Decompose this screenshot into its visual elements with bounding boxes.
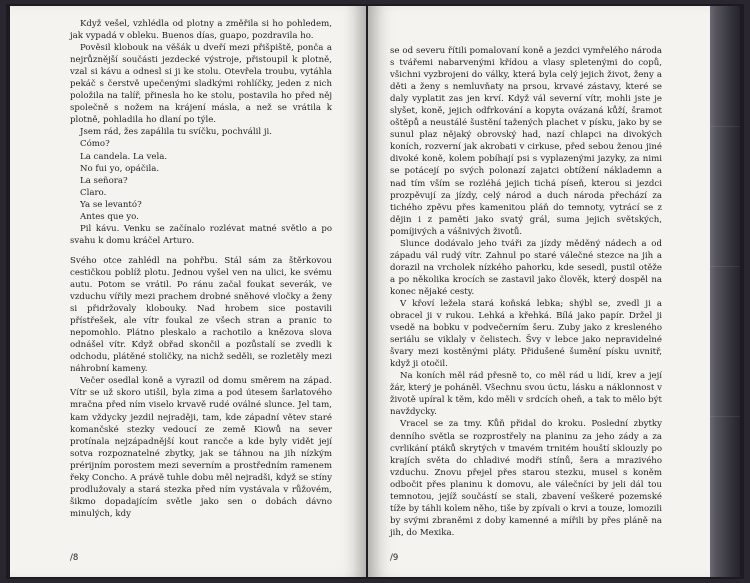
paragraph: Pověsil klobouk na věšák u dveří mezi přišpiště, ponča a nejrůznější součásti jezdecké výstroje, přistoupil k plotně, vzal si kávu a odnesl si ji ke stolu. Otevřela troubu, vytáhla pekáč s čerstvě upečenými sladkými rohlíčky, jeden z nich položila na talíř, přinesla ho ke stolu, postavila ho před něj společně s nožem na krájení másla, a než se vrátila k plotně, pohladila ho dlaní po týle. xyxy=(70,43,332,126)
dialogue-line: Jsem rád, žes zapálila tu svíčku, pochválil ji. xyxy=(80,127,273,138)
paragraph: Na koních měl rád přesně to, co měl rád u lidí, krev a její žár, který je poháněl. Všechnu svou úctu, lásku a náklonnost v životě upíral k těm, kdo měli v srdcích oheň, a tak to mělo být navždycky. xyxy=(390,371,662,418)
page-number: /9 xyxy=(390,553,399,563)
right-page-text xyxy=(390,45,662,539)
paragraph: Svého otce zahlédl na pohřbu. Stál sám za štěrkovou cestičkou poblíž plotu. Jednou vyšel ven na ulici, ke svému autu. Potom se vrátil. Po ránu začal foukat severák, ve vzduchu vířily mezi prachem drobné sněhové vločky a ženy si přidržovaly klobouky. Nad hrobem sice postavili přístřešek, ale vítr foukal ze všech stran a pranic to nepomohlo. Plátno pleskalo a rachotilo a knězova slova odnášel vítr. Když obřad skončil a pozůstalí se zvedli k odchodu, plátěné stoličky, na nichž seděli, se rozletěly mezi náhrobní kameny. xyxy=(70,255,332,375)
paragraph: V křoví ležela stará koňská lebka; shýbl se, zvedl ji a obracel ji v rukou. Lehká a křehká. Bílá jako papír. Držel ji vsedě na bobku v podvečerním šeru. Zuby jako z kresleného seriálu se viklaly v čelistech. Švy v lebce jako nepravidelné švary mezi kostěnými pláty. Přidušené šumění písku uvnitř, když ji otočil. xyxy=(390,298,662,370)
dialogue-line: No fui yo, opáčila. xyxy=(80,163,160,174)
dialogue-line: Claro. xyxy=(80,187,107,198)
right-page xyxy=(368,6,710,577)
paragraph: se od severu řítili pomalovaní koně a jezdci vymřelého národa s tvářemi nabarvenými křídou a vlasy spletenými do copů, všichni vyzbrojeni do války, která byla celý jejich život, ženy a děti a ženy s nemluvňaty na prsou, krvavé zástavy, které se daly vyplatit zas jen krví. Když vál severní vítr, mohli jste je slyšet, koně, jejich odfrkování a kopyta ovázaná kůží, šramot oštěpů a neustálé šustění tažených plachet v písku, jako by se sunul plaz nějaký obrovský had, nazí chlapci na divokých koních, rozverní jak akrobati v cirkuse, před sebou ženou jiné divoké koně, kolem pobíhají psi s vyplazenými jazyky, za nimi se potácejí po svých polonazí zajatci obtížení náklademn a nad tím vším se rozléhá jejich tichá píseň, kterou si jezdci prozpěvují za jízdy, celý národ a duch národa přechází za tichého zpěvu přes kamenitou pláň do temnoty, vytrácí se z dějin i z paměti jako svatý grál, suma jejich světských, pomíjivých a vášnivých životů. xyxy=(390,46,662,237)
dialogue-line: Ya se levantó? xyxy=(80,199,142,210)
dialogue-line: La candela. La vela. xyxy=(80,151,168,162)
paragraph: Slunce dodávalo jeho tváři za jízdy měděný nádech a od západu vál rudý vítr. Zahnul po staré válečné stezce na jih a dorazil na vrcholek nízkého pahorku, kde sesedl, pustil otěže a po několika krocích se zastavil jako člověk, který dospěl na konec nějaké cesty. xyxy=(390,238,662,297)
page-number: /8 xyxy=(70,553,79,563)
paragraph: Večer osedlal koně a vyrazil od domu směrem na západ. Vítr se už skoro utišil, byla zima a pod útesem šarlatového mračna před ním viselo krvavě rudé oválné slunce. Jel tam, kam vždycky jezdil nejraději, tam, kde západní větev staré komančské stezky vedoucí ze země Kiowů na sever protínala nejzápadnější kout rancče a kde byly vidět její sotva rozpoznatelné zbytky, jak se táhnou na jih nízkým prérijním porostem mezi severním a prostředním ramenem řeky Concho. A právě tuhle dobu měl nejradši, když se stíny prodlužovaly a stará stezka před ním vystávala v růžovém, šikmo dopadajícím světle jako sen o dobách dávno minulých, kdy xyxy=(70,376,332,519)
paragraph: Když vešel, vzhlédla od plotny a změřila si ho pohledem, jak vypadá v obleku. Buenos días, guapo, pozdravila ho. xyxy=(70,19,332,42)
dialogue-line: Cómo? xyxy=(80,139,110,150)
dialogue-line: Antes que yo. xyxy=(80,211,139,222)
page-edge xyxy=(710,6,740,577)
paragraph: Vracel se za tmy. Kůň přidal do kroku. Poslední zbytky denního světla se rozprostřely na planinu za jeho zády a za cvrlikání ptáků skrytých v tmavém trnitém houští sklouzly po krajích světa do chladivé modři stínů, šera a mrazivého vzduchu. Znovu přejel přes starou stezku, musel s koněm odbočit přes planinu k domovu, ale válečníci by jeli dál tou temnotou, jejíž součástí se stali, zbavení veškeré pozemské tíže by táhli kolem něho, tiše by zpívali o krvi a touze, lomozili by svými zbraněmi z doby kamenné a mířili by přes pláně na jih, do Mexika. xyxy=(390,419,662,538)
paragraph: Pil kávu. Venku se začínalo rozlévat matné světlo a po svahu k domu kráčel Arturo. xyxy=(70,223,332,246)
open-book xyxy=(6,4,744,579)
left-page-text xyxy=(70,18,332,520)
left-page xyxy=(10,6,366,577)
dialogue-line: La señora? xyxy=(80,175,128,186)
